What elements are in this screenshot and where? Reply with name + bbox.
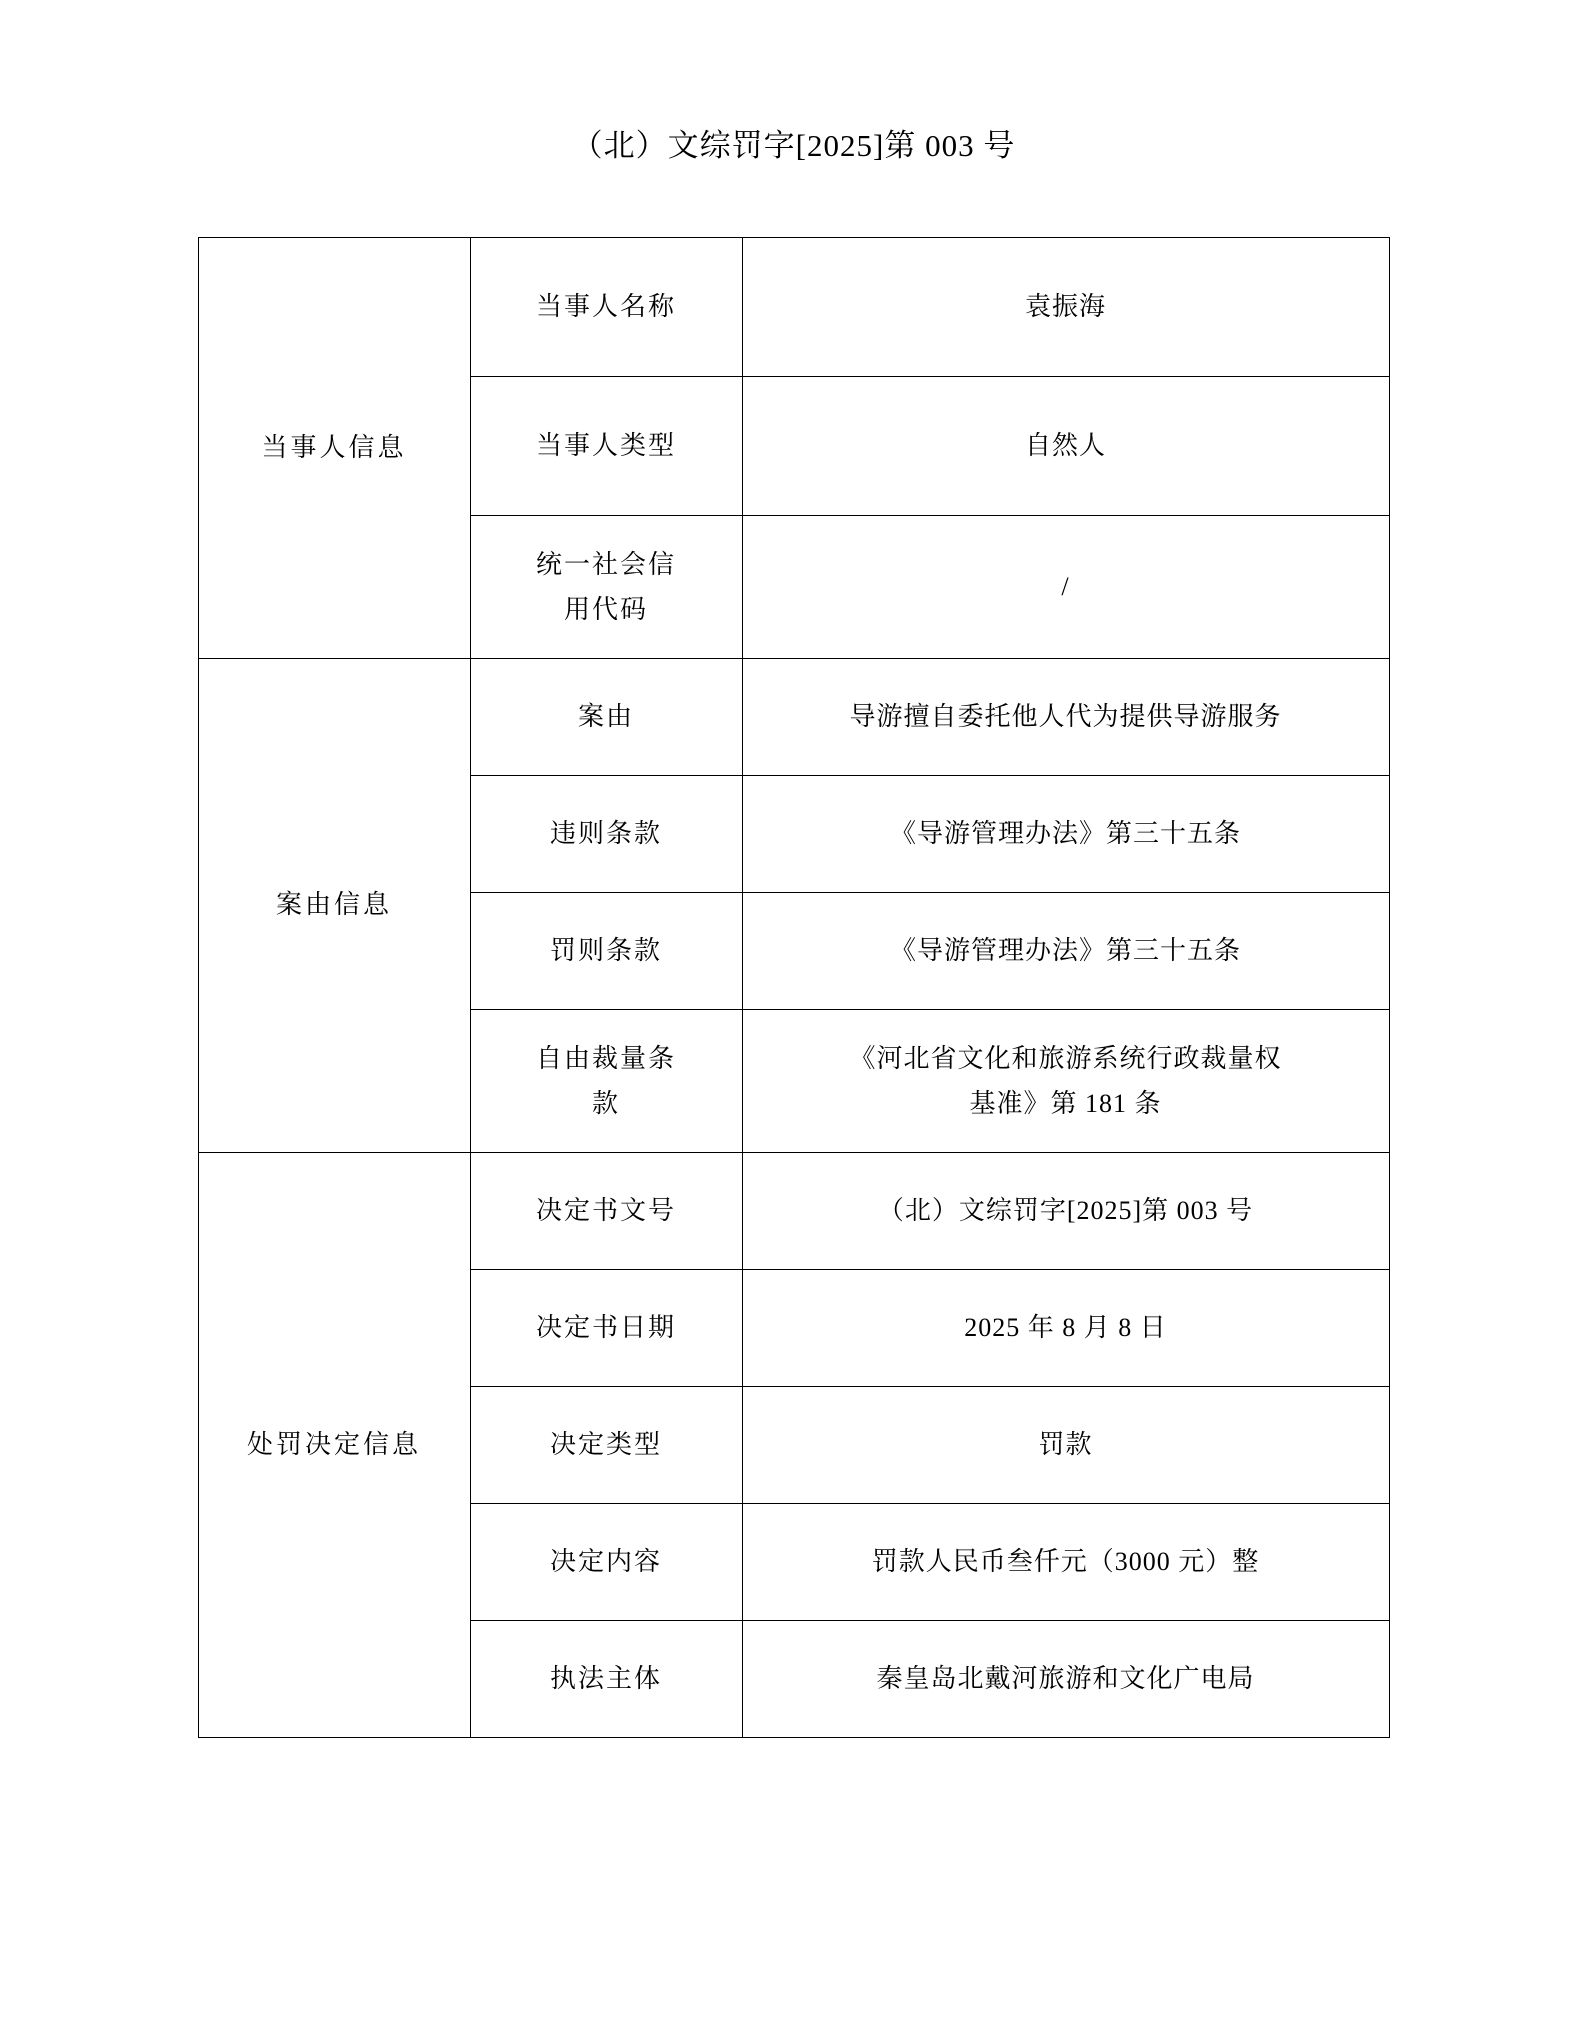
row-label-party-name: 当事人名称 — [470, 238, 742, 377]
row-label-decision-date: 决定书日期 — [470, 1270, 742, 1387]
row-label-case-reason: 案由 — [470, 659, 742, 776]
row-value-decision-type: 罚款 — [742, 1387, 1389, 1504]
row-value-discretion-clause — [742, 1010, 1389, 1153]
row-value-party-name: 袁振海 — [742, 238, 1389, 377]
row-label-discretion-clause-line2: 款 — [591, 1089, 620, 1118]
row-label-credit-code — [470, 516, 742, 659]
row-label-enforcement-authority: 执法主体 — [470, 1621, 742, 1738]
row-label-discretion-clause-line1: 自由裁量条 — [535, 1043, 676, 1073]
row-value-decision-number: （北）文综罚字[2025]第 003 号 — [742, 1153, 1389, 1270]
row-value-violation-clause: 《导游管理办法》第三十五条 — [742, 776, 1389, 893]
table-row — [198, 659, 1389, 776]
table-row — [198, 1153, 1389, 1270]
group-label-decision-info: 处罚决定信息 — [198, 1153, 470, 1738]
group-label-case-info: 案由信息 — [198, 659, 470, 1153]
row-value-credit-code: / — [742, 516, 1389, 659]
row-label-decision-number: 决定书文号 — [470, 1153, 742, 1270]
row-label-decision-content: 决定内容 — [470, 1504, 742, 1621]
row-value-decision-date: 2025 年 8 月 8 日 — [742, 1270, 1389, 1387]
group-label-party-info: 当事人信息 — [198, 238, 470, 659]
row-label-credit-code-line1: 统一社会信 — [535, 549, 676, 579]
row-value-case-reason: 导游擅自委托他人代为提供导游服务 — [742, 659, 1389, 776]
row-label-party-type: 当事人类型 — [470, 377, 742, 516]
row-label-penalty-clause: 罚则条款 — [470, 893, 742, 1010]
page-title: （北）文综罚字[2025]第 003 号 — [571, 128, 1016, 163]
row-label-decision-type: 决定类型 — [470, 1387, 742, 1504]
row-value-decision-content: 罚款人民币叁仟元（3000 元）整 — [742, 1504, 1389, 1621]
row-value-enforcement-authority: 秦皇岛北戴河旅游和文化广电局 — [742, 1621, 1389, 1738]
row-label-discretion-clause — [470, 1010, 742, 1153]
row-value-discretion-clause-line1: 《河北省文化和旅游系统行政裁量权 — [849, 1043, 1282, 1073]
penalty-table-wrapper — [0, 237, 1587, 1738]
row-label-credit-code-line2: 用代码 — [563, 595, 648, 624]
penalty-table — [198, 237, 1390, 1738]
row-value-party-type: 自然人 — [742, 377, 1389, 516]
row-value-penalty-clause: 《导游管理办法》第三十五条 — [742, 893, 1389, 1010]
document-page — [0, 120, 1587, 2038]
table-row — [198, 238, 1389, 377]
row-value-discretion-clause-line2: 基准》第 181 条 — [969, 1089, 1162, 1118]
row-label-violation-clause: 违则条款 — [470, 776, 742, 893]
